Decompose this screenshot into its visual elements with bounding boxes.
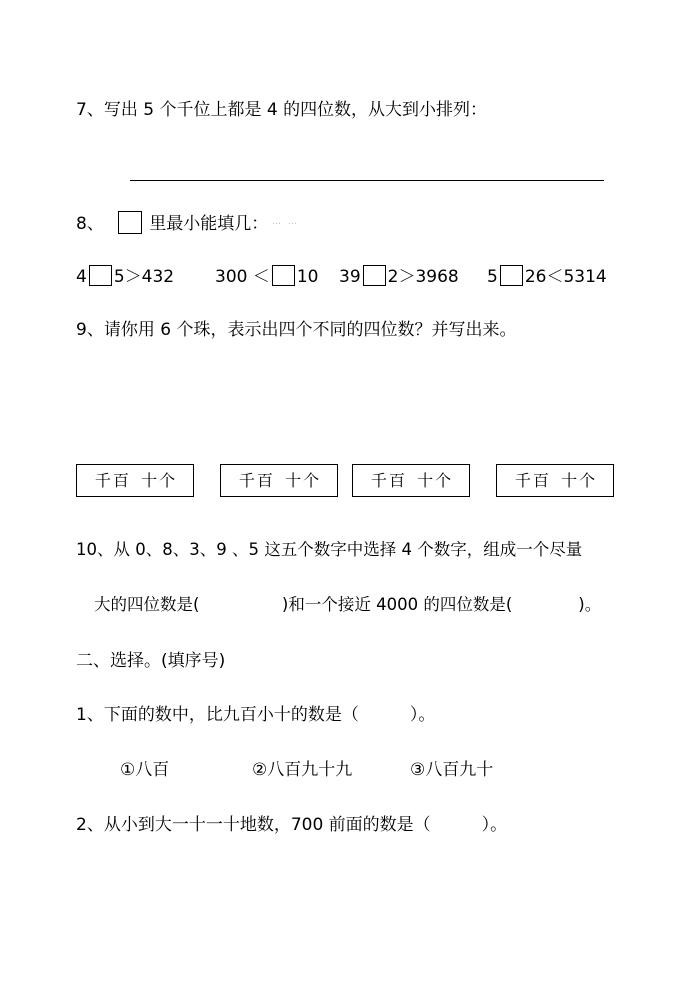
choice-question-1: 1、下面的数中，比九百小十的数是（ ）。 (76, 705, 436, 725)
abacus-box-1 (76, 464, 194, 497)
compare-item-3-after: 2＞3968 (387, 267, 459, 287)
compare-item-1-after: 5＞432 (113, 267, 175, 287)
question-8 (76, 211, 268, 235)
question-8-number: 8、 (76, 214, 104, 234)
place-tens: 十 (561, 471, 578, 490)
compare-item-2-after: 10 (296, 267, 319, 287)
abacus-box-3 (352, 464, 470, 497)
example-box (118, 211, 142, 234)
compare-item-4-after: 26＜5314 (524, 267, 607, 287)
compare-item-4-before: 5 (487, 267, 498, 287)
compare-item-2 (215, 265, 319, 288)
faint-text: … … (272, 217, 299, 227)
place-ones: 个 (159, 471, 176, 490)
place-ones: 个 (303, 471, 320, 490)
section-2-title: 二、选择。(填序号) (76, 651, 226, 671)
abacus-box-2 (220, 464, 338, 497)
fill-box-4[interactable] (500, 265, 523, 286)
fill-box-2[interactable] (272, 265, 295, 286)
place-thousands: 千 (370, 471, 387, 490)
compare-item-4 (487, 265, 607, 288)
question-10-line-1: 10、从 0、8、3、9 、5 这五个数字中选择 4 个数字，组成一个尽量 (76, 540, 583, 559)
place-hundreds: 百 (388, 471, 405, 490)
compare-item-3 (339, 265, 459, 288)
place-thousands: 千 (238, 471, 255, 490)
place-hundreds: 百 (256, 471, 273, 490)
abacus-box-4 (496, 464, 614, 497)
place-tens: 十 (285, 471, 302, 490)
question-9: 9、请你用 6 个珠，表示出四个不同的四位数？并写出来。 (76, 320, 517, 340)
choice-question-2: 2、从小到大一十一十地数，700 前面的数是（ ）。 (76, 815, 508, 835)
option-3: ③八百九十 (410, 760, 494, 780)
fill-box-1[interactable] (89, 265, 112, 286)
option-2: ②八百九十九 (252, 760, 353, 780)
option-1: ①八百 (120, 760, 170, 780)
place-ones: 个 (435, 471, 452, 490)
place-thousands: 千 (514, 471, 531, 490)
fill-box-3[interactable] (363, 265, 386, 286)
place-ones: 个 (579, 471, 596, 490)
compare-item-2-before: 300 ＜ (215, 267, 270, 287)
place-tens: 十 (141, 471, 158, 490)
compare-item-1 (76, 265, 174, 288)
question-10-line-2: 大的四位数是( )和一个接近 4000 的四位数是( )。 (94, 595, 602, 614)
answer-line (130, 180, 604, 181)
compare-item-1-before: 4 (76, 267, 87, 287)
place-thousands: 千 (94, 471, 111, 490)
place-tens: 十 (417, 471, 434, 490)
compare-item-3-before: 39 (339, 267, 361, 287)
place-hundreds: 百 (532, 471, 549, 490)
question-7: 7、写出 5 个千位上都是 4 的四位数，从大到小排列： (76, 100, 488, 120)
place-hundreds: 百 (112, 471, 129, 490)
question-8-text: 里最小能填几： (149, 214, 269, 234)
